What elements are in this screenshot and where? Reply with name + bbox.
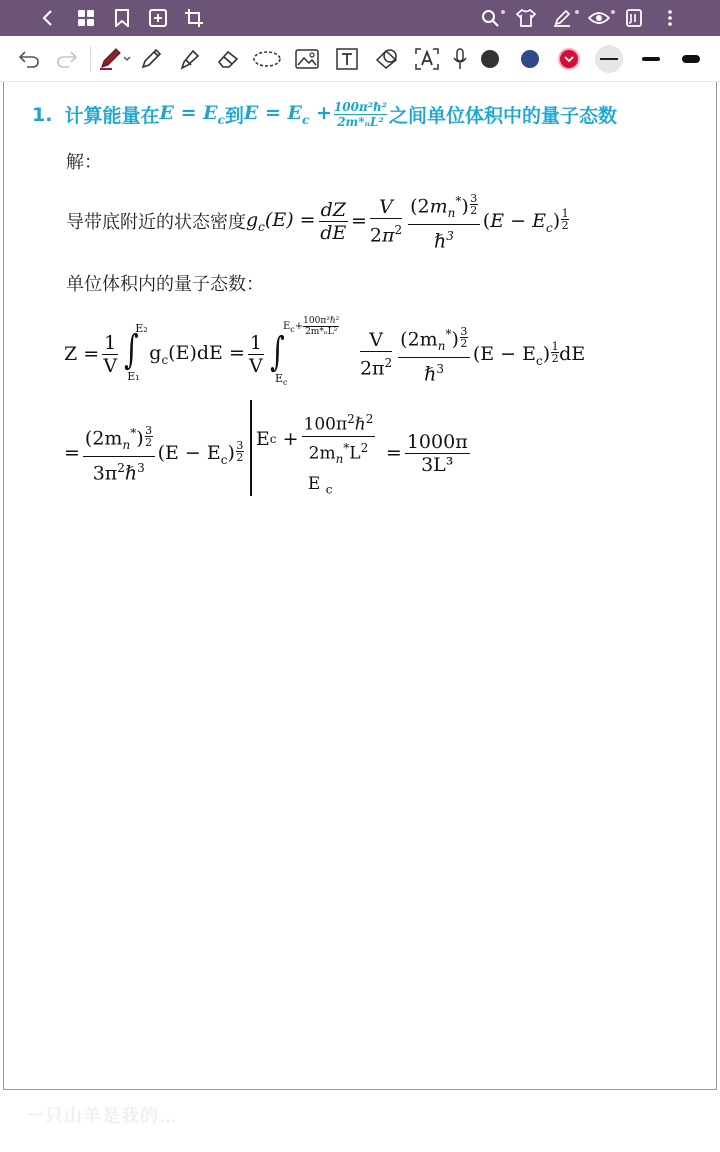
image-icon[interactable] bbox=[292, 36, 322, 82]
notebook-icon[interactable] bbox=[620, 0, 648, 36]
question-text-a: 计算能量在 bbox=[64, 105, 160, 127]
shirt-icon[interactable] bbox=[512, 0, 540, 36]
dos-label: 导带底附近的状态密度 bbox=[66, 212, 246, 234]
pen-edit-icon[interactable] bbox=[548, 0, 576, 36]
stroke-thick[interactable] bbox=[678, 36, 704, 82]
note-page[interactable] bbox=[3, 82, 717, 1090]
pencil-icon[interactable] bbox=[136, 36, 166, 82]
result-numerator: 1000π bbox=[406, 430, 468, 453]
question-text-c: 之间单位体积中的量子态数 bbox=[388, 105, 617, 127]
result-denominator: 3L³ bbox=[421, 453, 454, 476]
text-recognition-icon[interactable] bbox=[412, 36, 442, 82]
grid-icon[interactable] bbox=[72, 0, 100, 36]
question-number: 1. bbox=[32, 103, 53, 126]
text-box-icon[interactable] bbox=[332, 36, 362, 82]
highlighter-icon[interactable] bbox=[174, 36, 204, 82]
pen-icon[interactable] bbox=[96, 36, 134, 82]
add-page-icon[interactable] bbox=[144, 0, 172, 36]
more-icon[interactable] bbox=[660, 0, 680, 36]
color-swatch-black[interactable] bbox=[478, 36, 502, 82]
solution-label: 解： bbox=[66, 152, 102, 173]
mic-icon[interactable] bbox=[450, 36, 470, 82]
integral-equation: Z = $\frac{1}{V}$ ∫ E₂ E₁ $g_c(E)dE$ = $\frac{1}{V}$ ∫ $E_c+$ 100π²ℏ² 2m*ₙL² $E_c$ $\frac{V}{2\pi^2}$ $(2m_n^*)$ $\frac{3}{2}$ ℏ$^3$ $(E - E_c)$ $\frac{1}{2}$ dE bbox=[64, 316, 586, 388]
dos-equation: 导带底附近的状态密度 $g_c(E)$ = $\frac{dZ}{dE}$ = $\frac{V}{2\pi^2}$ $(2m_n^*)$ $\frac{3}{2}$ ℏ$^3$ $(E - E_c)$ $\frac{1}{2}$ bbox=[66, 192, 569, 253]
count-label: 单位体积内的量子态数： bbox=[66, 274, 264, 295]
bookmark-icon[interactable] bbox=[108, 0, 136, 36]
question-fraction: $\frac{\text{100π²ℏ²}}{\text{2m*ₙL²}}$ bbox=[333, 100, 387, 129]
drawing-toolbar bbox=[0, 36, 720, 82]
question-eq2: $E = E_c$ + bbox=[243, 102, 332, 127]
lasso-icon[interactable] bbox=[250, 36, 284, 82]
result-equation: = $(2m_n^*)$ $\frac{3}{2}$ $3\pi^2\hbar^3$ $(E - E_c)$ $\frac{3}{2}$ E c + $\frac{100\pi^2\hbar^2}{2m_n^*L^2}$ E $_c$ = $\frac{1000\pi}{\text{3L³}}$ bbox=[64, 408, 473, 498]
eye-icon[interactable] bbox=[584, 0, 614, 36]
shape-icon[interactable] bbox=[372, 36, 402, 82]
eraser-icon[interactable] bbox=[212, 36, 244, 82]
crop-icon[interactable] bbox=[180, 0, 208, 36]
stroke-thin[interactable] bbox=[594, 36, 624, 82]
back-icon[interactable] bbox=[34, 0, 62, 36]
top-app-bar bbox=[0, 0, 720, 36]
question-title bbox=[32, 100, 617, 129]
question-text-b: 到 bbox=[224, 105, 244, 127]
question-eq1: $E = E_c$ bbox=[159, 102, 225, 127]
color-swatch-red[interactable] bbox=[556, 36, 582, 82]
undo-icon[interactable] bbox=[14, 36, 44, 82]
redo-icon[interactable] bbox=[52, 36, 82, 82]
stroke-medium[interactable] bbox=[638, 36, 664, 82]
color-swatch-navy[interactable] bbox=[518, 36, 542, 82]
video-caption: 一只山羊是我的… bbox=[26, 1106, 178, 1127]
search-icon[interactable] bbox=[476, 0, 504, 36]
